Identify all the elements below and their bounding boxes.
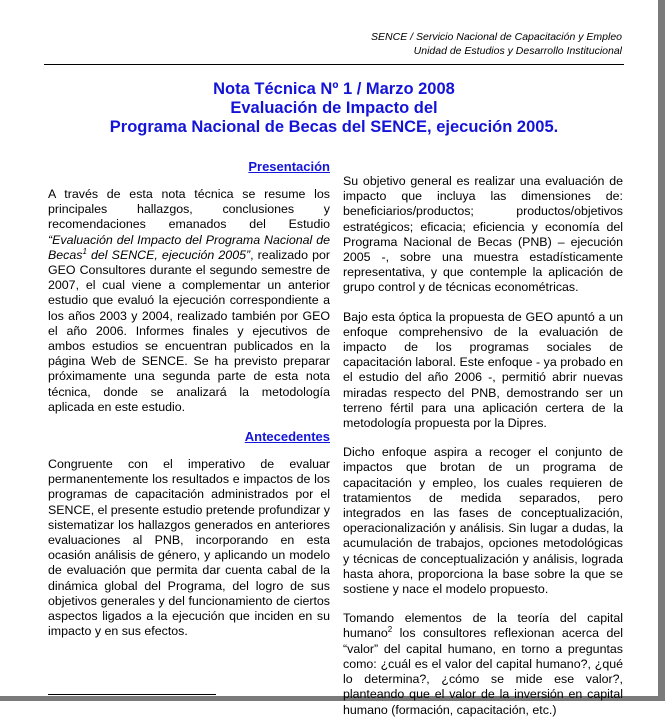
- presentacion-paragraph: [48, 187, 330, 415]
- human-capital-text-a: Tomando elementos de la teoría del capital humano: [343, 611, 623, 641]
- section-heading-antecedentes: Antecedentes: [244, 429, 330, 445]
- presentacion-text-2: , realizado por GEO Consultores durante el segundo semestre de 2007, el cual viene a complementar un anterior estudio que evaluó la ejecución correspondiente a los años 2003 y 2004, realizado también por GEO el año 2006. Informes finales y ejecutivos de ambos estudios se encuentran publicados en la página Web de SENCE. Se ha previsto preparar próximamente una segunda parte de esta nota técnica, donde se analizará la metodología aplicada en este estudio.: [48, 247, 330, 414]
- title-line-1: Nota Técnica Nº 1 / Marzo 2008: [213, 80, 455, 98]
- human-capital-text-b: los consultores reflexionan acerca del “valor” del capital humano, en torno a preguntas como: ¿cuál es el valor del capital humano?, ¿qué lo determina?, ¿cómo se mide ese valor?, planteando que el valor de la inversión en capital humano (formación, capacitación, etc.): [343, 626, 623, 717]
- footnote-divider: [48, 694, 216, 695]
- header-institution: SENCE / Servicio Nacional de Capacitación y Empleo: [371, 31, 622, 43]
- page-frame-right: [658, 0, 665, 701]
- antecedentes-paragraph: Congruente con el imperativo de evaluar permanentemente los resultados e impactos de los programas de capacitación administrados por el SENCE, el presente estudio pretende profundizar y sistematizar los hallazgos generados en anteriores evaluaciones al PNB, incorporando en esta ocasión análisis de género, y aplicando un modelo de evaluación que permita dar cuenta cabal de la dinámica global del Programa, del logro de sus objetivos generales y del funcionamiento de ciertos aspectos ligados a la ejecución que inciden en su impacto y en sus efectos.: [48, 457, 330, 639]
- objective-paragraph: Su objetivo general es realizar una evaluación de impacto que incluya las dimensiones de: beneficiarios/productos; productos/objetivos estratégicos; eficacia; eficiencia y economía del Programa Nacional de Becas (PNB) – ejecución 2005 -, sobre una muestra estadísticamente representativa, y que contemple la aplicación de grupo control y de técnicas econométricas.: [343, 174, 623, 295]
- document-title: [44, 80, 624, 137]
- human-capital-paragraph: [343, 611, 623, 717]
- document-header: [300, 30, 622, 58]
- section-heading-presentacion: Presentación: [248, 159, 330, 174]
- left-column: [48, 159, 330, 639]
- footnote-ref-2: 2: [387, 625, 393, 635]
- study-title-b: del SENCE, ejecución 2005”: [86, 247, 251, 262]
- title-line-2: Evaluación de Impacto del: [230, 99, 438, 117]
- approach-paragraph: Bajo esta óptica la propuesta de GEO apuntó a un enfoque comprehensivo de la evaluación de impacto de los programas sociales de capacitación laboral. Este enfoque - ya probado en el estudio del año 2006 -, permitió abrir nuevas miradas respecto del PNB, demostrando ser un terreno fértil para una aplicación certera de la metodología propuesta por la Dipres.: [343, 309, 623, 431]
- footnote-ref-1: 1: [82, 246, 87, 256]
- study-title-a: “Evaluación del Impacto del Programa Nacional de Becas: [48, 232, 330, 262]
- impacts-paragraph: Dicho enfoque aspira a recoger el conjunto de impactos que brotan de un programa de capacitación y empleo, los cuales requieren de tratamientos de medida separados, pero integrados en las fases de conceptualización, operacionalización y análisis. Sin lugar a dudas, la acumulación de trabajos, opciones metodológicas y técnicas de conceptualización y análisis, lograda hasta ahora, proporciona la base sobre la que se sostiene y nace el modelo propuesto.: [343, 445, 623, 597]
- presentacion-text-1: A través de esta nota técnica se resume los principales hallazgos, conclusiones y recomendaciones emanados del Estudio: [48, 187, 330, 232]
- header-unit: Unidad de Estudios y Desarrollo Institucional: [413, 45, 622, 57]
- header-divider: [44, 64, 624, 65]
- title-line-3: Programa Nacional de Becas del SENCE, ejecución 2005.: [109, 118, 559, 136]
- right-column: [343, 174, 623, 718]
